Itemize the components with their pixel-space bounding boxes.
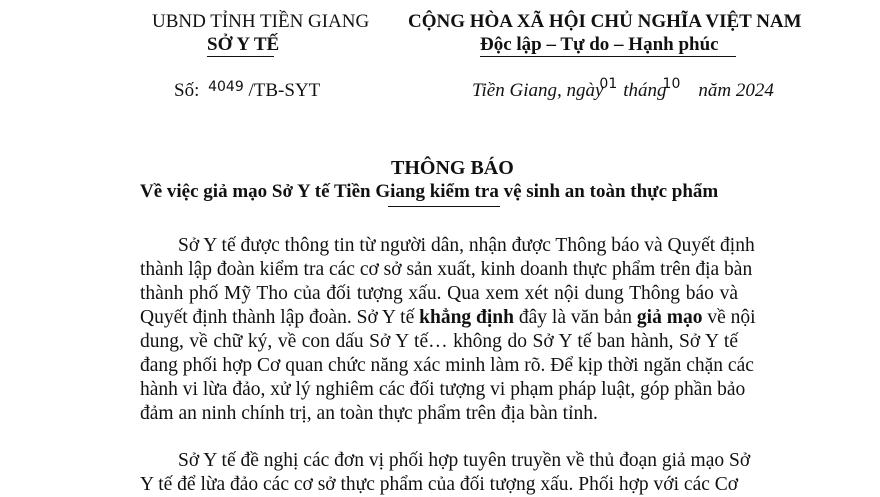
number-prefix: Số: — [174, 80, 200, 101]
paragraph-2 — [140, 449, 751, 497]
paragraph-1-line: đang phối hợp Cơ quan chức năng xác minh làm rõ. Để kịp thời ngăn chặn các — [140, 355, 754, 376]
paragraph-2-line: Y tế để lừa đảo các cơ sở thực phẩm của đối tượng xấu. Phối hợp với các Cơ — [140, 474, 739, 495]
date-place: Tiền Giang, ngày — [472, 80, 604, 101]
document-title: THÔNG BÁO — [391, 157, 514, 179]
issuing-authority: UBND TỈNH TIỀN GIANG — [152, 11, 370, 32]
emphasis-affirm: khẳng định — [419, 307, 514, 328]
number-suffix: /TB-SYT — [248, 80, 321, 101]
date-month: 10 — [662, 76, 681, 92]
text-run: về nội — [702, 307, 756, 328]
paragraph-1 — [140, 234, 756, 426]
issuing-department: SỞ Y TẾ — [207, 34, 280, 55]
paragraph-1-line: Sở Y tế được thông tin từ người dân, nhận được Thông báo và Quyết định — [178, 235, 755, 256]
paragraph-2-line: Sở Y tế đề nghị các đơn vị phối hợp tuyên truyền về thủ đoạn giả mạo Sở — [178, 450, 751, 471]
date-year: năm 2024 — [698, 80, 774, 101]
paragraph-1-line: thành lập đoàn kiểm tra các cơ sở sản xuất, kinh doanh thực phẩm trên địa bàn — [140, 259, 753, 280]
emphasis-fake: giả mạo — [636, 307, 703, 328]
paragraph-1-line: thành phố Mỹ Tho của đối tượng xấu. Qua xem xét nội dung Thông báo và — [140, 283, 738, 304]
paragraph-1-line: dung, về chữ ký, về con dấu Sở Y tế… không do Sở Y tế ban hành, Sở Y tế — [140, 331, 738, 352]
date-day: 01 — [599, 76, 618, 92]
number-value: 4049 — [208, 79, 244, 95]
motto-underline — [480, 56, 736, 57]
document-subtitle: Về việc giả mạo Sở Y tế Tiền Giang kiểm tra vệ sinh an toàn thực phẩm — [140, 181, 719, 202]
national-motto: Độc lập – Tự do – Hạnh phúc — [480, 34, 719, 55]
paragraph-1-line: hành vi lừa đảo, xử lý nghiêm các đối tượng vi phạm pháp luật, góp phần bảo — [140, 379, 746, 400]
subtitle-underline — [388, 206, 500, 207]
department-underline — [207, 56, 274, 57]
national-title: CỘNG HÒA XÃ HỘI CHỦ NGHĨA VIỆT NAM — [408, 11, 802, 32]
text-run: Quyết định thành lập đoàn. Sở Y tế — [140, 307, 420, 328]
paragraph-1-line: đảm an ninh chính trị, an toàn thực phẩm trên địa bàn tỉnh. — [140, 403, 598, 424]
date-month-label: tháng — [623, 80, 667, 101]
paragraph-1-line — [140, 306, 756, 330]
document-number — [174, 80, 320, 102]
document-date — [472, 76, 774, 102]
text-run: đây là văn bản — [514, 307, 637, 328]
